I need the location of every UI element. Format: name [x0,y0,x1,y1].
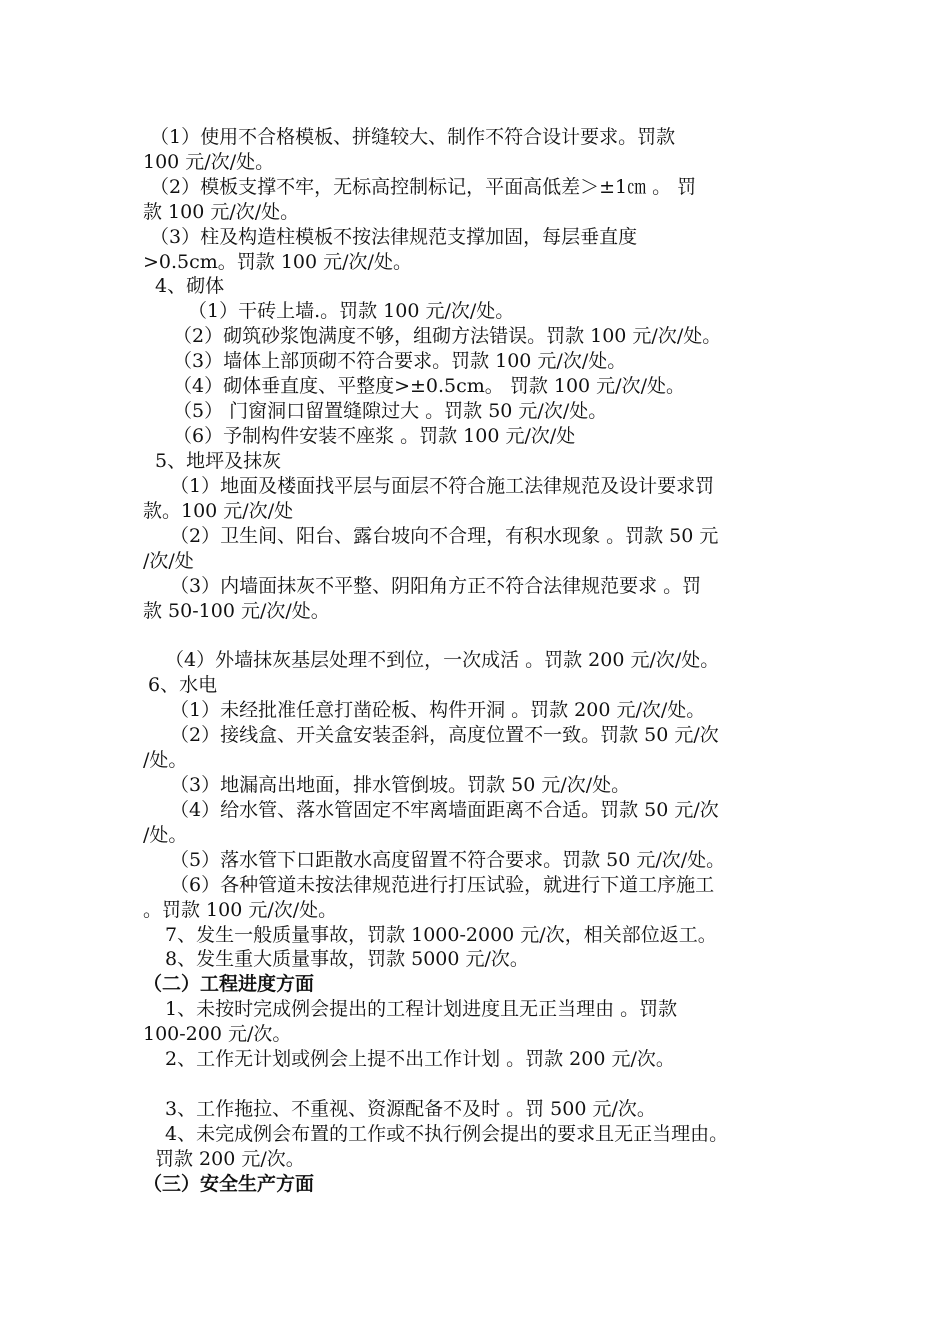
text-line: 。罚款 100 元/次/处。 [143,899,338,921]
text-line: 4、未完成例会布置的工作或不执行例会提出的要求且无正当理由。 [165,1123,729,1145]
text-line: （2）模板支撑不牢，无标高控制标记，平面高低差＞±1㎝ 。 罚 [150,176,697,198]
text-line: （3）柱及构造柱模板不按法律规范支撑加固，每层垂直度 [150,226,638,248]
text-line: /次/处 [143,550,194,572]
text-line: （5） 门窗洞口留置缝隙过大 。罚款 50 元/次/处。 [173,400,608,422]
section-heading: 5、地坪及抹灰 [155,450,282,472]
text-line: 款 50-100 元/次/处。 [143,600,330,622]
text-line: （1）干砖上墙.。罚款 100 元/次/处。 [188,300,515,322]
text-line: 罚款 200 元/次。 [155,1148,305,1170]
text-line: （3）内墙面抹灰不平整、阴阳角方正不符合法律规范要求 。罚 [170,575,702,597]
section-heading: （二）工程进度方面 [143,973,315,995]
text-line: 8、发生重大质量事故，罚款 5000 元/次。 [165,948,529,970]
section-heading: （三）安全生产方面 [143,1173,315,1195]
text-line: （1）使用不合格模板、拼缝较大、制作不符合设计要求。罚款 [150,126,676,148]
text-line: （5）落水管下口距散水高度留置不符合要求。罚款 50 元/次/处。 [170,849,726,871]
text-line: 3、工作拖拉、不重视、资源配备不及时 。罚 500 元/次。 [165,1098,656,1120]
section-heading: 6、水电 [148,674,218,696]
text-line: （4）给水管、落水管固定不牢离墙面距离不合适。罚款 50 元/次 [170,799,719,821]
text-line: /处。 [143,824,188,846]
text-line: （4）外墙抹灰基层处理不到位，一次成活 。罚款 200 元/次/处。 [165,649,720,671]
text-line: 100-200 元/次。 [143,1023,292,1045]
text-line: /处。 [143,749,188,771]
text-line: 100 元/次/处。 [143,151,275,173]
text-line: 2、工作无计划或例会上提不出工作计划 。罚款 200 元/次。 [165,1048,675,1070]
text-line: 1、未按时完成例会提出的工程计划进度且无正当理由 。罚款 [165,998,678,1020]
text-line: （3）墙体上部顶砌不符合要求。罚款 100 元/次/处。 [173,350,627,372]
text-line: （3）地漏高出地面，排水管倒坡。罚款 50 元/次/处。 [170,774,631,796]
text-line: （6）予制构件安装不座浆 。罚款 100 元/次/处 [173,425,576,447]
text-line: （2）卫生间、阳台、露台坡向不合理，有积水现象 。罚款 50 元 [170,525,719,547]
text-line: （4）砌体垂直度、平整度>±0.5cm。 罚款 100 元/次/处。 [173,375,685,397]
text-line: （1）地面及楼面找平层与面层不符合施工法律规范及设计要求罚 [170,475,715,497]
text-line: （2）接线盒、开关盒安装歪斜，高度位置不一致。罚款 50 元/次 [170,724,719,746]
text-line: （1）未经批准任意打凿砼板、构件开洞 。罚款 200 元/次/处。 [170,699,706,721]
text-line: >0.5cm。罚款 100 元/次/处。 [143,251,412,273]
text-line: 款 100 元/次/处。 [143,201,300,223]
text-line: 7、发生一般质量事故，罚款 1000-2000 元/次，相关部位返工。 [165,924,717,946]
text-line: （6）各种管道未按法律规范进行打压试验，就进行下道工序施工 [170,874,715,896]
text-line: 款。100 元/次/处 [143,500,294,522]
text-line: （2）砌筑砂浆饱满度不够，组砌方法错误。罚款 100 元/次/处。 [173,325,722,347]
section-heading: 4、砌体 [155,275,225,297]
